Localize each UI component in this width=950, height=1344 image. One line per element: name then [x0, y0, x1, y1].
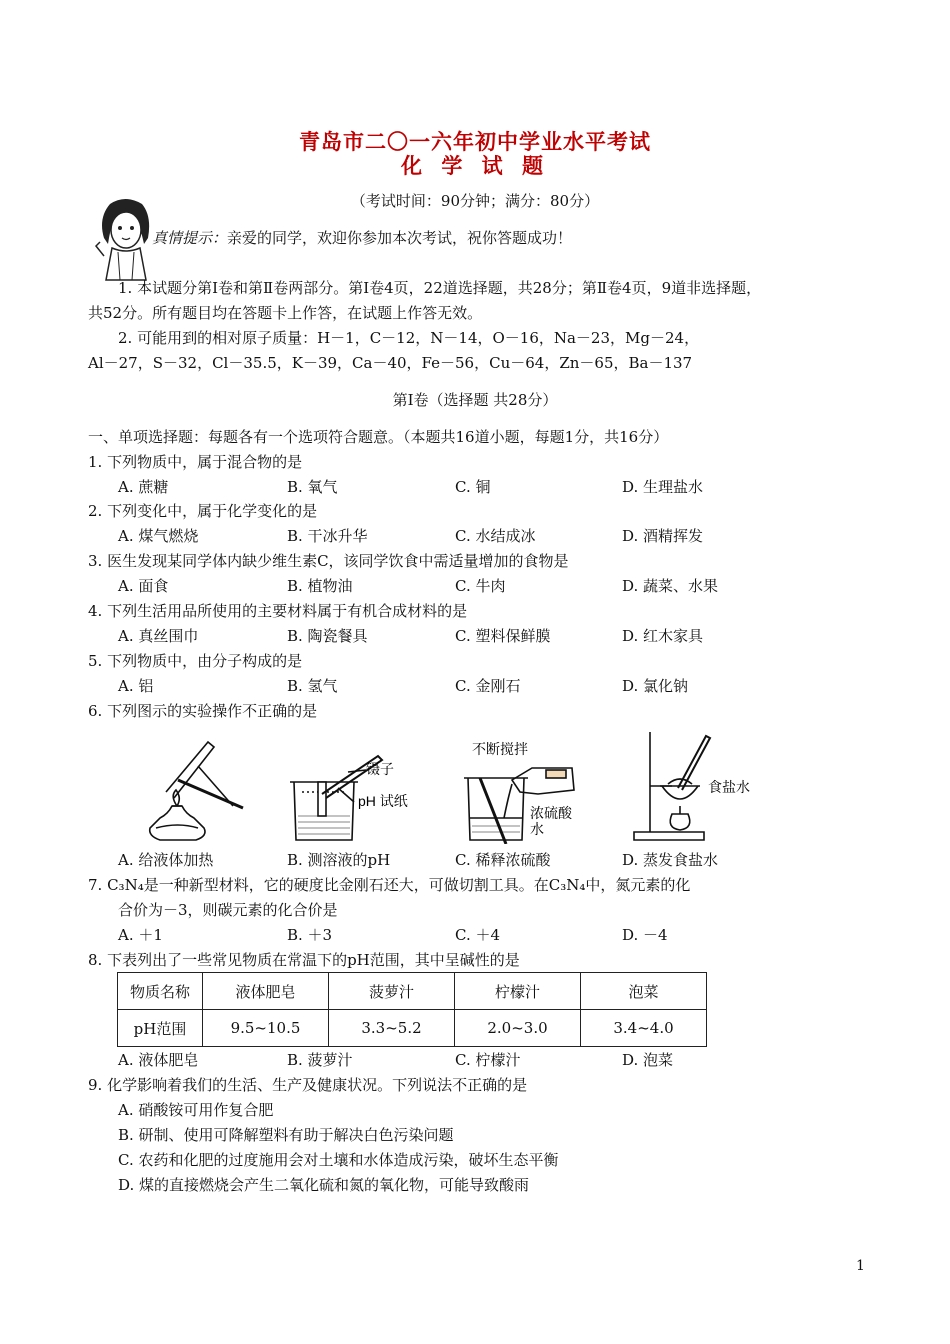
q5-option-c: C. 金刚石	[455, 677, 521, 695]
q6-stem: 6. 下列图示的实验操作不正确的是	[88, 702, 318, 720]
q9-option-c: C. 农药和化肥的过度施用会对土壤和水体造成污染，破坏生态平衡	[118, 1151, 559, 1169]
q8-stem: 8. 下表列出了一些常见物质在常温下的pH范围，其中呈碱性的是	[88, 951, 520, 969]
tip-line	[152, 227, 572, 248]
figure-evaporating-brine	[628, 728, 752, 846]
q1-option-d: D. 生理盐水	[622, 478, 704, 496]
table-cell: 3.3~5.2	[329, 1010, 455, 1047]
figure-diluting-acid	[460, 738, 580, 844]
water-label: 水	[530, 821, 544, 837]
q4-option-c: C. 塑料保鲜膜	[455, 627, 551, 645]
ph-paper-label: pH 试纸	[358, 793, 408, 809]
table-header-cell: 柠檬汁	[455, 973, 581, 1010]
q9-option-a: A. 硝酸铵可用作复合肥	[118, 1101, 274, 1119]
q6-option-d: D. 蒸发食盐水	[622, 851, 719, 869]
q5-stem: 5. 下列物质中，由分子构成的是	[88, 652, 303, 670]
q5-option-a: A. 铝	[118, 677, 154, 695]
note-1: 1. 本试题分第Ⅰ卷和第Ⅱ卷两部分。第Ⅰ卷4页，22道选择题，共28分；第Ⅱ卷4页，9道非选择题，	[118, 279, 762, 297]
note-2-cont: Al－27，S－32，Cl－35.5，K－39，Ca－40，Fe－56，Cu－64，Zn－65，Ba－137	[88, 354, 693, 372]
table-cell: pH范围	[118, 1010, 203, 1047]
q8-option-b: B. 菠萝汁	[287, 1051, 353, 1069]
q2-option-c: C. 水结成冰	[455, 527, 536, 545]
table-row	[118, 1010, 707, 1047]
q5-option-d: D. 氯化钠	[622, 677, 689, 695]
part-heading: 一、单项选择题：每题各有一个选项符合题意。（本题共16道小题，每题1分，共16分）	[88, 428, 669, 446]
table-header-cell: 菠萝汁	[329, 973, 455, 1010]
exam-title: 青岛市二〇一六年初中学业水平考试	[299, 129, 651, 154]
q2-option-b: B. 干冰升华	[287, 527, 368, 545]
q1-stem: 1. 下列物质中，属于混合物的是	[88, 453, 303, 471]
q3-stem: 3. 医生发现某同学体内缺少维生素C，该同学饮食中需适量增加的食物是	[88, 552, 569, 570]
tweezers-label: 镊子	[366, 761, 394, 777]
q6-option-a: A. 给液体加热	[118, 851, 214, 869]
q3-option-a: A. 面食	[118, 577, 169, 595]
q6-option-c: C. 稀释浓硫酸	[455, 851, 551, 869]
q8-option-d: D. 泡菜	[622, 1051, 674, 1069]
brine-label: 食盐水	[708, 779, 750, 795]
q3-option-d: D. 蔬菜、水果	[622, 577, 719, 595]
page-number: 1	[856, 1258, 865, 1274]
q1-option-b: B. 氧气	[287, 478, 338, 496]
q6-option-b: B. 测溶液的pH	[287, 851, 391, 869]
table-header-cell: 物质名称	[118, 973, 203, 1010]
q5-option-b: B. 氢气	[287, 677, 338, 695]
q4-option-b: B. 陶瓷餐具	[287, 627, 368, 645]
table-cell: 3.4~4.0	[581, 1010, 707, 1047]
table-cell: 2.0~3.0	[455, 1010, 581, 1047]
acid-label: 浓硫酸	[530, 805, 572, 821]
figure-heating-liquid	[138, 736, 253, 844]
q7-option-b: B. ＋3	[287, 926, 333, 944]
exam-info: （考试时间：90分钟；满分：80分）	[350, 192, 600, 210]
tip-text: 亲爱的同学，欢迎你参加本次考试，祝你答题成功！	[227, 229, 573, 247]
figure-ph-test	[288, 752, 438, 844]
q9-stem: 9. 化学影响着我们的生活、生产及健康状况。下列说法不正确的是	[88, 1076, 528, 1094]
q8-option-a: A. 液体肥皂	[118, 1051, 199, 1069]
q4-option-d: D. 红木家具	[622, 627, 704, 645]
section-title: 第Ⅰ卷（选择题 共28分）	[392, 391, 558, 409]
table-header-cell: 泡菜	[581, 973, 707, 1010]
exam-subtitle: 化 学 试 题	[401, 153, 549, 178]
q7-stem-cont: 合价为－3，则碳元素的化合价是	[118, 901, 338, 919]
ph-table	[117, 972, 707, 1047]
q7-option-a: A. ＋1	[118, 926, 163, 944]
q1-option-a: A. 蔗糖	[118, 478, 169, 496]
q4-stem: 4. 下列生活用品所使用的主要材料属于有机合成材料的是	[88, 602, 468, 620]
q9-option-d: D. 煤的直接燃烧会产生二氧化硫和氮的氧化物，可能导致酸雨	[118, 1176, 530, 1194]
q1-option-c: C. 铜	[455, 478, 491, 496]
q2-stem: 2. 下列变化中，属于化学变化的是	[88, 502, 318, 520]
q3-option-b: B. 植物油	[287, 577, 353, 595]
note-1-cont: 共52分。所有题目均在答题卡上作答，在试题上作答无效。	[88, 304, 483, 322]
q7-option-d: D. －4	[622, 926, 668, 944]
note-2: 2. 可能用到的相对原子质量：H－1，C－12，N－14，O－16，Na－23，Mg－24，	[118, 329, 700, 347]
q3-option-c: C. 牛肉	[455, 577, 506, 595]
q7-option-c: C. ＋4	[455, 926, 501, 944]
table-cell: 9.5~10.5	[203, 1010, 329, 1047]
table-header-cell: 液体肥皂	[203, 973, 329, 1010]
q2-option-a: A. 煤气燃烧	[118, 527, 199, 545]
q2-option-d: D. 酒精挥发	[622, 527, 704, 545]
cartoon-girl-illustration	[90, 196, 160, 282]
q8-option-c: C. 柠檬汁	[455, 1051, 521, 1069]
stir-label: 不断搅拌	[472, 741, 528, 757]
q7-stem: 7. C₃N₄是一种新型材料，它的硬度比金刚石还大，可做切割工具。在C₃N₄中，氮元素的化	[88, 876, 691, 894]
q9-option-b: B. 研制、使用可降解塑料有助于解决白色污染问题	[118, 1126, 454, 1144]
tip-label: 真情提示：	[152, 229, 228, 247]
q4-option-a: A. 真丝围巾	[118, 627, 199, 645]
table-header-row	[118, 973, 707, 1010]
